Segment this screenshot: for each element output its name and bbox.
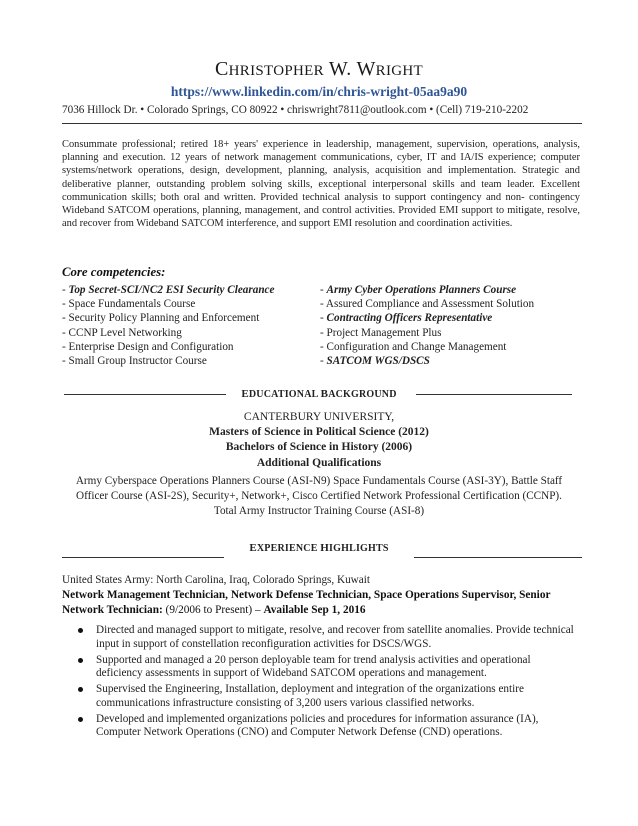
professional-summary: Consummate professional; retired 18+ years' experience in leadership, management, supervision, operations, analysis, planning and execution. 12 years of network management communications, cyber, IT and IA/IS experience; computer systems/network operations, design, development, planning, analysis, acquisition and implementation. Strategic and deliberative planner, outstanding problem solving skills, exceptional interpersonal skills and team leader. Excellent communication skills; both oral and written. Provided technical analysis to support contingency and non- contingency Wideband SATCOM operations, planning, management, and control activities. Provided EMI support to mitigate, resolve, and recover from Wideband SATCOM interference, and support EMI resolution and coordination activities. bbox=[62, 139, 580, 230]
competency-dash: - bbox=[62, 312, 69, 325]
education-heading bbox=[0, 388, 638, 400]
competency-dash: - bbox=[320, 298, 326, 311]
competency-dash: - bbox=[62, 298, 69, 311]
competency-dash: - bbox=[62, 326, 69, 339]
competency-dash: - bbox=[320, 355, 327, 368]
qualifications-title: Additional Qualifications bbox=[256, 456, 382, 469]
experience-bullet bbox=[78, 683, 578, 710]
competency-text: Project Management Plus bbox=[326, 326, 442, 339]
competency-item bbox=[320, 326, 534, 340]
competency-item bbox=[62, 297, 274, 311]
competency-text: Contracting Officers Representative bbox=[326, 312, 493, 325]
linkedin-link[interactable]: https://www.linkedin.com/in/chris-wright-05aa9a90 bbox=[170, 84, 468, 99]
competency-text: Army Cyber Operations Planners Course bbox=[326, 284, 517, 296]
experience-heading-part1: XPERIENCE bbox=[256, 543, 321, 554]
competency-text: CCNP Level Networking bbox=[68, 326, 182, 339]
name-middle: W. bbox=[328, 58, 352, 80]
bullet-icon bbox=[78, 717, 83, 722]
competency-dash: - bbox=[320, 326, 327, 339]
job-dates: (9/2006 to Present) – bbox=[162, 603, 264, 616]
competency-item bbox=[320, 354, 534, 368]
name-last-initial: W bbox=[356, 58, 376, 80]
competency-item bbox=[62, 354, 274, 368]
experience-divider-right bbox=[414, 557, 582, 558]
experience-heading bbox=[0, 542, 638, 554]
competency-text: Security Policy Planning and Enforcement bbox=[68, 312, 260, 325]
name-last-rest: RIGHT bbox=[375, 63, 423, 79]
bullet-text: Supervised the Engineering, Installation, deployment and integration of the organizations entire communications infrastructure consisting of 3,200 users various classified networks. bbox=[96, 683, 524, 709]
school-name: CANTERBURY UNIVERSITY, bbox=[243, 411, 395, 423]
experience-job-title bbox=[62, 588, 582, 617]
bullet-icon bbox=[78, 628, 83, 633]
experience-bullet bbox=[78, 624, 578, 651]
competency-text: Top Secret-SCI/NC2 ESI Security Clearance bbox=[68, 284, 275, 296]
competency-dash: - bbox=[320, 284, 327, 296]
experience-bullet bbox=[78, 654, 578, 681]
competency-text: Assured Compliance and Assessment Solution bbox=[325, 298, 535, 311]
competency-item bbox=[62, 311, 274, 325]
competency-dash: - bbox=[62, 284, 69, 296]
name-first-initial: C bbox=[215, 58, 229, 80]
competencies-right-column bbox=[320, 283, 534, 368]
bullet-text: Supported and managed a 20 person deployable team for trend analysis activities and operational deficiency assessments in support of Wideband SATCOM operations and management. bbox=[96, 653, 531, 680]
competency-text: Configuration and Change Management bbox=[326, 340, 507, 353]
job-title-text: Network Management Technician, Network Defense Technician, Space Operations Supervisor, Senior Network Technician: bbox=[62, 589, 551, 616]
bullet-icon bbox=[78, 658, 83, 663]
core-competencies-title: Core competencies: bbox=[62, 265, 166, 279]
experience-heading-part2: IGHLIGHTS bbox=[329, 543, 389, 554]
education-heading-part1: DUCATIONAL bbox=[248, 389, 321, 400]
competency-dash: - bbox=[320, 312, 327, 325]
competency-item bbox=[320, 340, 534, 354]
competency-text: Small Group Instructor Course bbox=[68, 355, 207, 368]
competency-text: Space Fundamentals Course bbox=[68, 298, 196, 311]
competency-dash: - bbox=[62, 355, 69, 368]
bullet-text: Directed and managed support to mitigate, resolve, and recover from satellite anomalies. Provide technical input in support of constellation reconfiguration activities for DSCS/WGS. bbox=[96, 624, 574, 650]
experience-bullets bbox=[78, 624, 578, 742]
availability: Available Sep 1, 2016 bbox=[263, 603, 366, 616]
name-first-rest: HRISTOPHER bbox=[228, 63, 324, 79]
contact-line: 7036 Hillock Dr. • Colorado Springs, CO 80922 • chriswright7811@outlook.com • (Cell) 719-210-2202 bbox=[62, 104, 529, 116]
experience-bullet bbox=[78, 713, 578, 740]
degree-bachelors: Bachelors of Science in History (2006) bbox=[225, 441, 413, 454]
competency-item bbox=[62, 340, 274, 354]
bullet-text: Developed and implemented organizations policies and procedures for information assurance (IA), Computer Network Operations (CNO) and Computer Network Defense (CND) operations. bbox=[96, 712, 539, 739]
competency-text: SATCOM WGS/DSCS bbox=[326, 355, 430, 368]
education-block bbox=[0, 410, 638, 471]
education-heading-cap2: B bbox=[320, 388, 329, 400]
competency-text: Enterprise Design and Configuration bbox=[68, 340, 234, 353]
competency-item bbox=[320, 283, 534, 297]
bullet-icon bbox=[78, 687, 83, 692]
experience-location: United States Army: North Carolina, Iraq, Colorado Springs, Kuwait bbox=[62, 574, 370, 586]
competency-dash: - bbox=[320, 340, 327, 353]
resume-name bbox=[0, 58, 638, 81]
education-heading-part2: ACKGROUND bbox=[328, 389, 397, 400]
competency-dash: - bbox=[62, 340, 69, 353]
competency-item bbox=[320, 311, 534, 325]
competencies-left-column bbox=[62, 283, 274, 368]
competency-item bbox=[62, 326, 274, 340]
degree-masters: Masters of Science in Political Science (2012) bbox=[209, 426, 429, 439]
competency-item bbox=[320, 297, 534, 311]
experience-divider-left bbox=[62, 557, 224, 558]
experience-heading-cap2: H bbox=[320, 542, 330, 554]
qualifications-text: Army Cyberspace Operations Planners Course (ASI-N9) Space Fundamentals Course (ASI-3Y), Battle Staff Officer Course (ASI-2S), Security+, Network+, Cisco Certified Network Professional Certification (CCNP). Total Army Instructor Training Course (ASI-8) bbox=[75, 475, 563, 518]
experience-heading-cap1: E bbox=[249, 542, 257, 554]
education-heading-cap1: E bbox=[241, 388, 249, 400]
header-divider bbox=[62, 123, 582, 124]
competency-item bbox=[62, 283, 274, 297]
